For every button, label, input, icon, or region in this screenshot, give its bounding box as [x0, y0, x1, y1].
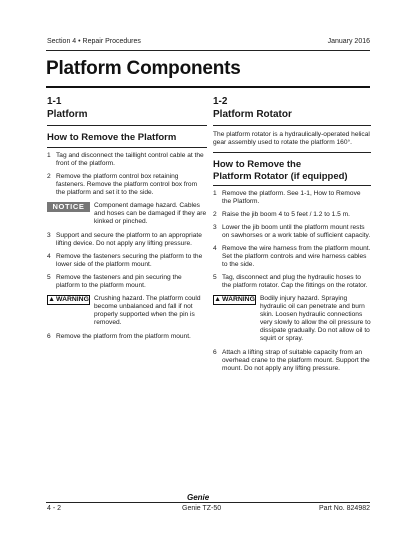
procedure-step — [213, 224, 371, 240]
step-number: 1 — [213, 190, 217, 197]
step-number: 4 — [47, 252, 51, 260]
step-number: 5 — [47, 273, 51, 281]
warning-label: WARNING — [222, 296, 255, 303]
procedure-step — [47, 274, 207, 290]
step-number: 6 — [47, 332, 51, 340]
genie-logo: Genie — [187, 493, 210, 502]
procedure-step — [47, 253, 207, 269]
procedure-step — [47, 152, 207, 168]
step-text: Support and secure the platform to an appropriate lifting device. Do not apply any lifting pressure. — [56, 231, 202, 247]
step-number: 3 — [213, 224, 217, 231]
section-number: 1-2 — [213, 96, 228, 107]
step-number: 2 — [47, 172, 51, 180]
procedure-step — [47, 232, 207, 248]
footer-divider — [46, 502, 370, 503]
notice-text: Component damage hazard. Cables and hoses can be damaged if they are kinked or pinched. — [94, 201, 207, 225]
procedure-step — [47, 173, 207, 197]
procedure-divider — [47, 147, 207, 148]
page-title: Platform Components — [46, 58, 241, 79]
footer-model: Genie TZ-50 — [182, 505, 222, 512]
title-divider — [46, 86, 370, 88]
procedure-step — [213, 274, 371, 290]
step-number: 4 — [213, 245, 217, 252]
notice-badge: NOTICE — [47, 202, 90, 212]
procedure-heading — [213, 159, 371, 182]
warning-label: WARNING — [56, 295, 89, 303]
warning-badge — [47, 295, 90, 305]
procedure-step — [213, 245, 371, 269]
procedure-step — [213, 190, 371, 206]
step-text: Remove the platform control box retaining fasteners. Remove the platform control box from the platform and set it to the side. — [56, 172, 198, 196]
step-text: Attach a lifting strap of suitable capacity from an overhead crane to the platform mount. Support the mount. Do not apply any lifting pressure. — [222, 349, 370, 372]
section-divider — [213, 125, 371, 126]
step-number: 1 — [47, 151, 51, 159]
step-text: Remove the fasteners and pin securing the platform to the platform mount. — [56, 273, 182, 289]
step-text: Tag and disconnect the taillight control cable at the front of the platform. — [56, 151, 204, 167]
procedure-step — [213, 211, 371, 219]
section-name: Platform Rotator — [213, 109, 292, 120]
step-number: 5 — [213, 274, 217, 281]
step-number: 6 — [213, 349, 217, 356]
warning-badge — [213, 295, 256, 305]
procedure-divider — [213, 185, 371, 186]
procedure-step — [47, 333, 207, 341]
notice-alert — [47, 202, 207, 226]
step-text: Raise the jib boom 4 to 5 feet / 1.2 to 1.5 m. — [222, 211, 350, 218]
step-text: Remove the wire harness from the platform mount. Set the platform controls and wire harness cables to the side. — [222, 245, 371, 268]
step-text: Remove the platform from the platform mount. — [56, 332, 191, 340]
warning-triangle-icon: ▲ — [214, 296, 222, 303]
section-divider — [47, 125, 207, 126]
section-name: Platform — [47, 109, 88, 120]
warning-triangle-icon: ▲ — [48, 295, 56, 303]
step-number: 3 — [47, 231, 51, 239]
header-section: Section 4 • Repair Procedures — [47, 38, 141, 45]
warning-text: Crushing hazard. The platform could become unbalanced and fall if not properly supported when the pin is removed. — [94, 294, 201, 326]
step-text: Tag, disconnect and plug the hydraulic hoses to the platform rotator. Cap the fittings on the rotator. — [222, 274, 368, 289]
header-date: January 2016 — [327, 38, 370, 45]
step-text: Remove the fasteners securing the platform to the lower side of the platform mount. — [56, 252, 203, 268]
warning-alert — [213, 295, 371, 343]
header-divider — [46, 50, 370, 51]
intro-divider — [213, 152, 371, 153]
footer-part-number: Part No. 824982 — [319, 505, 370, 512]
step-number: 2 — [213, 211, 217, 218]
section-number: 1-1 — [47, 96, 62, 107]
warning-alert — [47, 295, 207, 327]
procedure-heading-line: How to Remove the — [213, 159, 302, 170]
procedure-heading-line: Platform Rotator (if equipped) — [213, 170, 348, 182]
section-intro: The platform rotator is a hydraulically-operated helical gear assembly used to rotate the platform 160°. — [213, 131, 370, 146]
procedure-heading: How to Remove the Platform — [47, 132, 177, 143]
left-column — [47, 96, 207, 346]
step-text: Lower the jib boom until the platform mount rests on sawhorses or a work table of sufficient capacity. — [222, 224, 371, 239]
procedure-step — [213, 349, 371, 373]
step-text: Remove the platform. See 1-1, How to Remove the Platform. — [222, 190, 361, 205]
page-number: 4 - 2 — [47, 505, 62, 512]
right-column — [213, 96, 371, 378]
warning-text: Bodily injury hazard. Spraying hydraulic oil can penetrate and burn skin. Loosen hydraulic connections very slowly to allow the oil pressure to dissipate gradually. Do not allow oil to squirt or spray. — [260, 295, 371, 342]
